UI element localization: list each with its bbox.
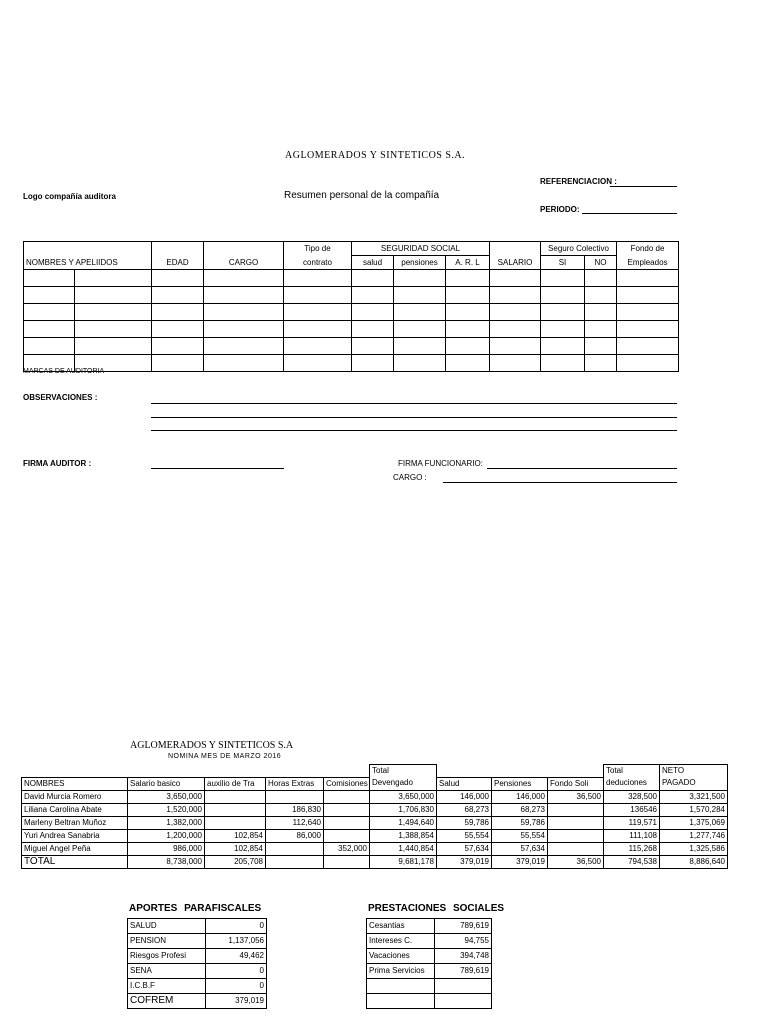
table-row	[128, 919, 267, 934]
header-auxilio: auxilio de Tra	[205, 777, 266, 790]
logo-placeholder: Logo compañía auditora	[23, 192, 116, 201]
row-auxilio: 102,854	[205, 829, 266, 842]
observaciones-line-3[interactable]	[151, 430, 677, 431]
row-nombre: Yuri Andrea Sanabria	[22, 829, 128, 842]
prestaciones-label: Vacaciones	[367, 949, 435, 964]
row-neto: 3,321,500	[660, 790, 728, 803]
aportes-value: 379,019	[206, 994, 267, 1009]
table-row	[22, 816, 728, 829]
row-fondo	[548, 829, 604, 842]
row-neto: 1,570,284	[660, 803, 728, 816]
total-salario: 8,738,000	[128, 855, 205, 868]
row-devengado: 1,440,854	[370, 842, 437, 855]
row-salud: 57,634	[437, 842, 492, 855]
row-auxilio	[205, 790, 266, 803]
table-row	[22, 842, 728, 855]
table-row	[22, 790, 728, 803]
prestaciones-value	[435, 979, 492, 994]
aportes-title: APORTES PARAFISCALES	[129, 903, 262, 914]
total-auxilio: 205,708	[205, 855, 266, 868]
prestaciones-value: 94,755	[435, 934, 492, 949]
row-horas: 186,830	[266, 803, 324, 816]
aportes-value: 0	[206, 964, 267, 979]
referencia-label: REFERENCIACION :	[540, 177, 617, 186]
aportes-table	[127, 918, 267, 1009]
table-row	[367, 994, 492, 1009]
prestaciones-label: Intereses C.	[367, 934, 435, 949]
prestaciones-label	[367, 994, 435, 1009]
header-salario-basico: Salario basico	[128, 777, 205, 790]
total-horas	[266, 855, 324, 868]
observaciones-label: OBSERVACIONES :	[23, 393, 98, 402]
header-salud: salud	[352, 256, 394, 270]
prestaciones-table	[366, 918, 492, 1009]
header-si: SI	[541, 256, 585, 270]
total-pensiones: 379,019	[492, 855, 548, 868]
row-deducciones: 328,500	[604, 790, 660, 803]
row-fondo: 36,500	[548, 790, 604, 803]
row-comisiones: 352,000	[324, 842, 370, 855]
observaciones-line-1[interactable]	[151, 403, 677, 404]
header-seguridad: SEGURIDAD SOCIAL	[352, 242, 490, 256]
header-fondo-soli: Fondo Soli	[548, 777, 604, 790]
marcas-label: MARCAS DE AUDITORIA	[23, 368, 105, 375]
row-comisiones	[324, 790, 370, 803]
header-comisiones: Comisiones	[324, 777, 370, 790]
row-devengado: 1,706,830	[370, 803, 437, 816]
table-row	[367, 979, 492, 994]
row-salario: 1,200,000	[128, 829, 205, 842]
header-pagado: PAGADO	[660, 777, 728, 790]
table-row	[367, 949, 492, 964]
row-devengado: 1,494,640	[370, 816, 437, 829]
periodo-label: PERIODO:	[540, 205, 580, 214]
prestaciones-label	[367, 979, 435, 994]
row-pensiones: 146,000	[492, 790, 548, 803]
prestaciones-label: Prima Servicios	[367, 964, 435, 979]
row-devengado: 3,650,000	[370, 790, 437, 803]
total-comisiones	[324, 855, 370, 868]
prestaciones-value: 394,748	[435, 949, 492, 964]
header-salud: Salud	[437, 777, 492, 790]
row-fondo	[548, 842, 604, 855]
aportes-value: 49,462	[206, 949, 267, 964]
header-total-deducciones-top: Total	[604, 765, 660, 778]
row-pensiones: 68,273	[492, 803, 548, 816]
company-title: AGLOMERADOS Y SINTETICOS S.A.	[285, 150, 466, 161]
table-row[interactable]	[24, 321, 679, 338]
aportes-value: 1,137,056	[206, 934, 267, 949]
row-auxilio	[205, 816, 266, 829]
row-salario: 1,382,000	[128, 816, 205, 829]
header-deducciones: deduciones	[604, 777, 660, 790]
prestaciones-title: PRESTACIONES SOCIALES	[368, 903, 505, 914]
row-comisiones	[324, 803, 370, 816]
row-comisiones	[324, 829, 370, 842]
row-salud: 68,273	[437, 803, 492, 816]
row-nombre: Liliana Carolina Abate	[22, 803, 128, 816]
table-row	[22, 829, 728, 842]
row-devengado: 1,388,854	[370, 829, 437, 842]
header-cargo: CARGO	[204, 256, 284, 270]
nomina-company: AGLOMERADOS Y SINTETICOS S.A	[130, 740, 294, 751]
table-row	[128, 949, 267, 964]
row-auxilio	[205, 803, 266, 816]
header-no: NO	[585, 256, 617, 270]
total-devengado: 9,681,178	[370, 855, 437, 868]
personnel-table	[23, 241, 679, 372]
nomina-table	[21, 764, 728, 869]
row-deducciones: 111,108	[604, 829, 660, 842]
prestaciones-value: 789,619	[435, 919, 492, 934]
table-row	[367, 964, 492, 979]
aportes-label: PENSION	[128, 934, 206, 949]
header-empleados: Empleados	[617, 256, 679, 270]
row-pensiones: 55,554	[492, 829, 548, 842]
table-row[interactable]	[24, 355, 679, 372]
table-row[interactable]	[24, 287, 679, 304]
header-salario: SALARIO	[490, 256, 541, 270]
row-neto: 1,325,586	[660, 842, 728, 855]
table-row	[128, 964, 267, 979]
prestaciones-value: 789,619	[435, 964, 492, 979]
aportes-label: COFREM	[128, 994, 206, 1009]
aportes-label: Riesgos Profesi	[128, 949, 206, 964]
total-deducciones: 794,538	[604, 855, 660, 868]
total-label: TOTAL	[22, 855, 128, 868]
aportes-value: 0	[206, 979, 267, 994]
row-pensiones: 59,786	[492, 816, 548, 829]
row-salario: 1,520,000	[128, 803, 205, 816]
total-fondo: 36,500	[548, 855, 604, 868]
row-comisiones	[324, 816, 370, 829]
prestaciones-label: Cesantias	[367, 919, 435, 934]
aportes-value: 0	[206, 919, 267, 934]
table-row	[367, 934, 492, 949]
row-deducciones: 119,571	[604, 816, 660, 829]
table-row	[128, 994, 267, 1009]
header-devengado: Devengado	[370, 777, 437, 790]
subtitle: Resumen personal de la compañía	[284, 190, 440, 201]
table-row	[22, 803, 728, 816]
observaciones-line-2[interactable]	[151, 417, 677, 418]
aportes-label: SENA	[128, 964, 206, 979]
total-row	[22, 855, 728, 868]
row-salud: 55,554	[437, 829, 492, 842]
header-fondo: Fondo de	[617, 242, 679, 256]
total-salud: 379,019	[437, 855, 492, 868]
table-row[interactable]	[24, 304, 679, 321]
header-nombres: NOMBRES	[22, 777, 128, 790]
row-horas	[266, 842, 324, 855]
row-neto: 1,375,069	[660, 816, 728, 829]
row-horas: 112,640	[266, 816, 324, 829]
header-contrato: contrato	[284, 256, 352, 270]
row-salud: 59,786	[437, 816, 492, 829]
row-neto: 1,277,746	[660, 829, 728, 842]
header-horas-extras: Horas Extras	[266, 777, 324, 790]
row-salario: 3,650,000	[128, 790, 205, 803]
table-row	[367, 919, 492, 934]
row-horas: 86,000	[266, 829, 324, 842]
row-salario: 986,000	[128, 842, 205, 855]
header-pensiones: pensiones	[394, 256, 446, 270]
header-tipo: Tipo de	[284, 242, 352, 256]
row-nombre: Marleny Beltran Muñoz	[22, 816, 128, 829]
table-row	[128, 979, 267, 994]
row-deducciones: 136546	[604, 803, 660, 816]
row-deducciones: 115,268	[604, 842, 660, 855]
nomina-period: NOMINA MES DE MARZO 2016	[168, 753, 282, 760]
row-salud: 146,000	[437, 790, 492, 803]
cargo-label: CARGO :	[393, 473, 427, 482]
table-row	[128, 934, 267, 949]
aportes-label: SALUD	[128, 919, 206, 934]
header-seguro: Seguro Colectivo	[541, 242, 617, 256]
table-row[interactable]	[24, 270, 679, 287]
header-edad: EDAD	[152, 256, 204, 270]
table-row[interactable]	[24, 338, 679, 355]
row-fondo	[548, 803, 604, 816]
header-nombres: NOMBRES Y APELIIDOS	[24, 256, 152, 270]
referencia-line[interactable]	[610, 186, 677, 187]
row-nombre: David Murcia Romero	[22, 790, 128, 803]
header-neto-top: NETO	[660, 765, 728, 778]
header-total-devengado-top: Total	[370, 765, 437, 778]
row-fondo	[548, 816, 604, 829]
firma-funcionario-line[interactable]	[487, 468, 677, 469]
aportes-label: I.C.B.F	[128, 979, 206, 994]
firma-auditor-line[interactable]	[151, 468, 284, 469]
row-horas	[266, 790, 324, 803]
row-auxilio: 102,854	[205, 842, 266, 855]
row-nombre: Miguel Angel Peña	[22, 842, 128, 855]
total-neto: 8,886,640	[660, 855, 728, 868]
header-pensiones: Pensiones	[492, 777, 548, 790]
header-arl: A. R. L	[446, 256, 490, 270]
cargo-line[interactable]	[443, 482, 677, 483]
firma-funcionario-label: FIRMA FUNCIONARIO:	[398, 459, 483, 468]
periodo-line[interactable]	[582, 213, 677, 214]
row-pensiones: 57,634	[492, 842, 548, 855]
firma-auditor-label: FIRMA AUDITOR :	[23, 459, 92, 468]
prestaciones-value	[435, 994, 492, 1009]
